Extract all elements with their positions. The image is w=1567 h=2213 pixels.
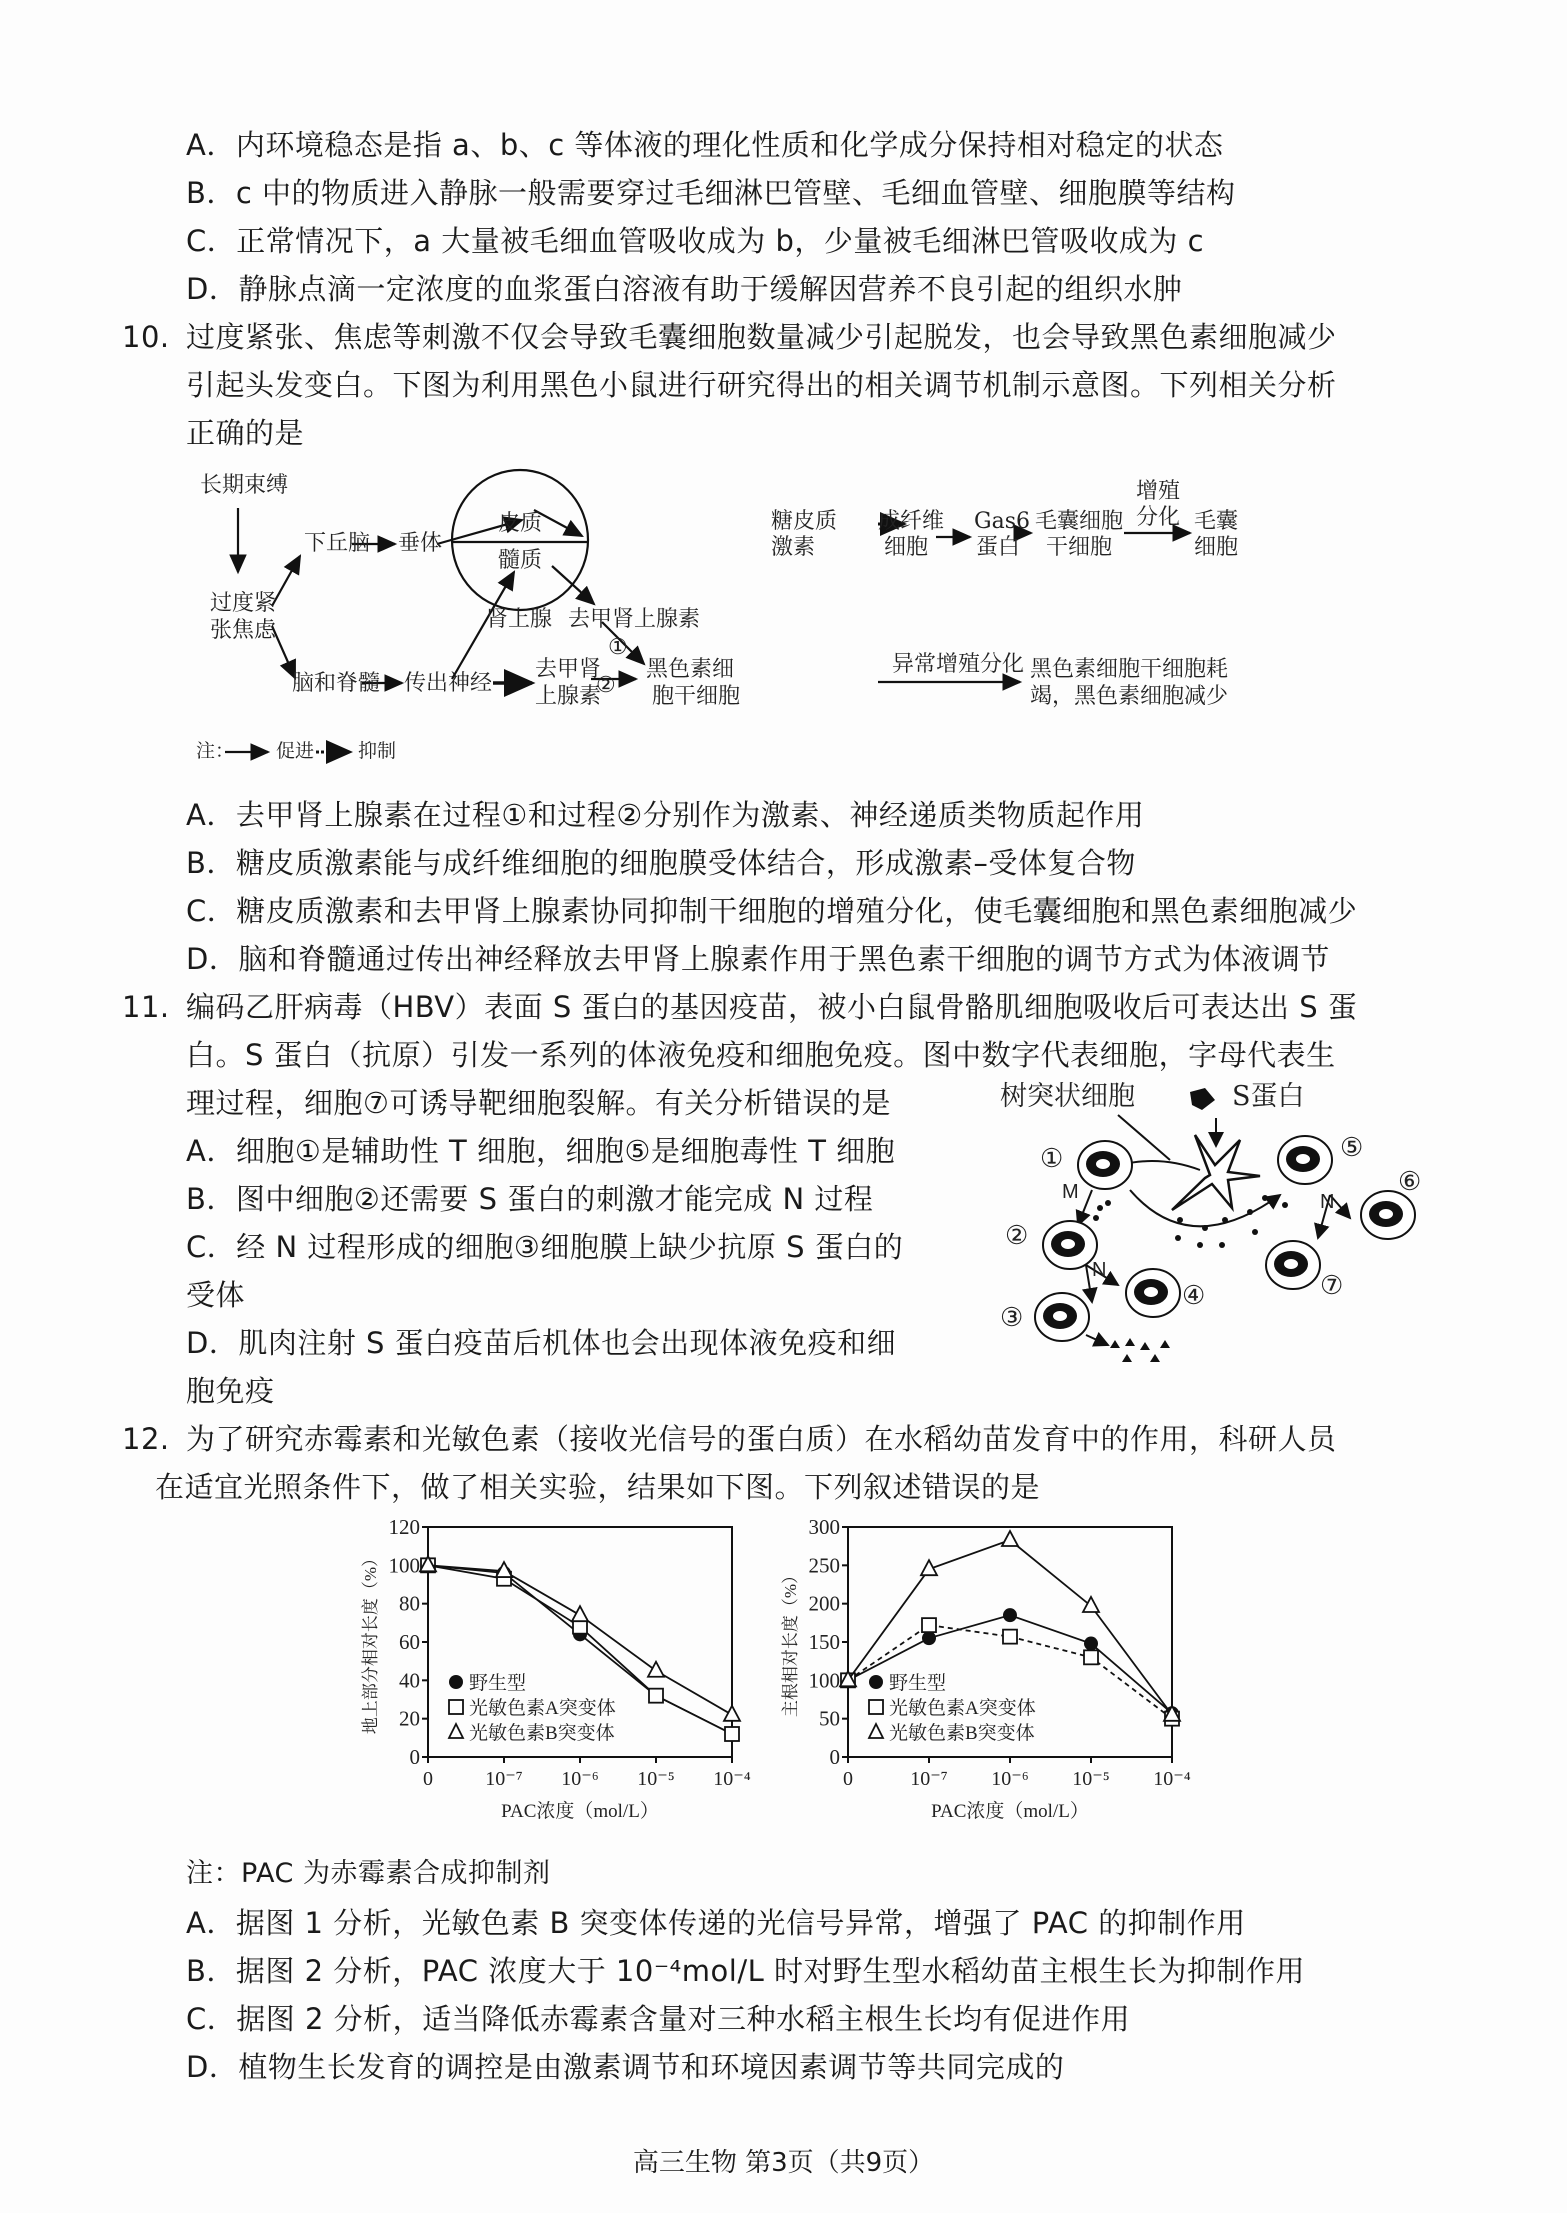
q10-stem-line: 过度紧张、焦虑等刺激不仅会导致毛囊细胞数量减少引起脱发，也会导致黑色素细胞减少 <box>186 320 1337 354</box>
dendritic-cell-label: 树突状细胞 <box>1000 1081 1135 1112</box>
cell-5 <box>1278 1136 1332 1184</box>
marker-mutant-a <box>725 1727 739 1741</box>
adrenal-gland-circle <box>452 470 588 610</box>
q10-option-c: C．糖皮质激素和去甲肾上腺素协同抑制干细胞的增殖分化，使毛囊细胞和黑色素细胞减少 <box>186 894 1358 928</box>
legend-label: 野生型 <box>889 1673 947 1694</box>
q12-option-d: D．植物生长发育的调控是由激素调节和环境因素调节等共同完成的 <box>186 2050 1065 2084</box>
diagram-brain-spine: 脑和脊髓 <box>292 671 381 696</box>
cell-2 <box>1043 1221 1097 1269</box>
legend-label: 光敏色素A突变体 <box>889 1698 1036 1719</box>
diagram-norepi-top: 去甲肾上腺素 <box>568 607 701 632</box>
x-tick-label: 10⁻⁴ <box>713 1768 751 1790</box>
y-tick-label: 100 <box>388 1553 420 1578</box>
q12-option-c: C．据图 2 分析，适当降低赤霉素含量对三种水稻主根生长均有促进作用 <box>186 2002 1131 2036</box>
legend-marker <box>869 1724 883 1738</box>
marker-mutant-a <box>922 1618 936 1632</box>
cell-6-label: ⑥ <box>1398 1167 1422 1197</box>
y-tick-label: 80 <box>399 1591 420 1616</box>
diagram-prolif-2: 分化 <box>1136 505 1181 530</box>
marker-mutant-b <box>1002 1531 1018 1546</box>
legend-label: 光敏色素A突变体 <box>469 1698 616 1719</box>
immune-figure <box>1000 1080 1460 1400</box>
legend-marker <box>449 1724 463 1738</box>
y-axis-label: 主根相对长度（%） <box>781 1566 800 1718</box>
diagram-arrows <box>0 0 1567 800</box>
legend-promote: 促进 <box>276 740 315 762</box>
y-tick-label: 120 <box>388 1515 420 1539</box>
marker-mutant-b <box>572 1606 588 1621</box>
x-tick-label: 10⁻⁶ <box>561 1768 599 1790</box>
diagram-hf-stem-1: 毛囊细胞 <box>1035 509 1124 534</box>
arrow-m <box>1078 1190 1092 1225</box>
legend-marker <box>449 1675 463 1689</box>
legend-inhibit: 抑制 <box>358 740 397 762</box>
cell-4-label: ④ <box>1182 1281 1206 1311</box>
q12-option-b: B．据图 2 分析，PAC 浓度大于 10⁻⁴mol/L 时对野生型水稻幼苗主根生长为抑制作用 <box>186 1954 1305 1988</box>
cell-4 <box>1126 1269 1180 1317</box>
q12-number: 12. <box>122 1422 170 1456</box>
marker-mutant-b <box>1083 1597 1099 1612</box>
q11-option-c-cont: 受体 <box>186 1278 246 1312</box>
diagram-fibroblast-2: 细胞 <box>884 535 929 560</box>
cell-1-label: ① <box>1040 1144 1064 1174</box>
legend-marker <box>869 1675 883 1689</box>
diagram-circle-1: ① <box>608 635 628 660</box>
marker-mutant-a <box>649 1689 663 1703</box>
y-tick-label: 50 <box>819 1706 840 1731</box>
x-tick-label: 10⁻⁴ <box>1153 1768 1191 1790</box>
x-tick-label: 10⁻⁵ <box>1072 1768 1110 1790</box>
diagram-hf-cell-1: 毛囊 <box>1194 509 1239 534</box>
y-tick-label: 40 <box>399 1668 420 1693</box>
legend-marker <box>869 1700 883 1714</box>
q11-option-a: A．细胞①是辅助性 T 细胞，细胞⑤是细胞毒性 T 细胞 <box>186 1134 896 1168</box>
q11-number: 11. <box>122 990 170 1024</box>
x-tick-label: 10⁻⁷ <box>485 1768 523 1790</box>
diagram-glucocorticoid-1: 糖皮质 <box>771 509 838 534</box>
legend-marker <box>449 1700 463 1714</box>
legend-label: 野生型 <box>469 1673 527 1694</box>
q11-stem-line: 编码乙肝病毒（HBV）表面 S 蛋白的基因疫苗，被小白鼠骨骼肌细胞吸收后可表达出 S 蛋 <box>186 990 1358 1024</box>
chart-root-length <box>770 1510 1210 1840</box>
legend-label: 光敏色素B突变体 <box>469 1723 615 1744</box>
cell-5-label: ⑤ <box>1340 1133 1364 1163</box>
diagram-result-1: 黑色素细胞干细胞耗 <box>1030 657 1229 682</box>
process-n-label-left: N <box>1092 1259 1107 1281</box>
legend-label: 光敏色素B突变体 <box>889 1723 1035 1744</box>
y-tick-label: 100 <box>808 1668 840 1693</box>
diagram-abnormal: 异常增殖分化 <box>892 652 1025 677</box>
marker-mutant-b <box>724 1706 740 1721</box>
diagram-glucocorticoid-2: 激素 <box>771 535 816 560</box>
x-tick-label: 0 <box>843 1768 853 1790</box>
antibodies <box>1110 1338 1170 1362</box>
cell-1 <box>1078 1141 1132 1189</box>
q11-option-b: B．图中细胞②还需要 S 蛋白的刺激才能完成 N 过程 <box>186 1182 874 1216</box>
q9-option-a: A．内环境稳态是指 a、b、c 等体液的理化性质和化学成分保持相对稳定的状态 <box>186 128 1224 162</box>
diagram-long-term: 长期束缚 <box>200 473 289 498</box>
q9-option-c: C．正常情况下，a 大量被毛细血管吸收成为 b，少量被毛细淋巴管吸收成为 c <box>186 224 1205 258</box>
x-tick-label: 0 <box>423 1768 433 1790</box>
diagram-melano-stem-2: 胞干细胞 <box>652 684 741 709</box>
q10-option-a: A．去甲肾上腺素在过程①和过程②分别作为激素、神经递质类物质起作用 <box>186 798 1145 832</box>
q10-option-b: B．糖皮质激素能与成纤维细胞的细胞膜受体结合，形成激素–受体复合物 <box>186 846 1136 880</box>
marker-wild-type <box>922 1631 936 1645</box>
diagram-cortex: 皮质 <box>498 511 543 536</box>
process-m-label: M <box>1062 1181 1079 1203</box>
y-tick-label: 200 <box>808 1591 840 1616</box>
cell-7 <box>1266 1241 1320 1289</box>
marker-wild-type <box>1084 1637 1098 1651</box>
diagram-gas6-1: Gas6 <box>974 509 1030 534</box>
q12-stem-line: 在适宜光照条件下，做了相关实验，结果如下图。下列叙述错误的是 <box>155 1470 1041 1504</box>
diagram-melano-stem-1: 黑色素细 <box>646 657 735 682</box>
diagram-hypothalamus: 下丘脑 <box>304 531 371 556</box>
q10-stem-line: 引起头发变白。下图为利用黑色小鼠进行研究得出的相关调节机制示意图。下列相关分析 <box>186 368 1337 402</box>
process-n-label-right: N <box>1320 1191 1335 1213</box>
y-tick-label: 20 <box>399 1706 420 1731</box>
diagram-efferent: 传出神经 <box>404 671 493 696</box>
diagram-result-2: 竭，黑色素细胞减少 <box>1030 684 1229 709</box>
q11-stem-line: 理过程，细胞⑦可诱导靶细胞裂解。有关分析错误的是 <box>186 1086 891 1120</box>
diagram-adrenal: 肾上腺 <box>486 607 553 632</box>
diagram-medulla: 髓质 <box>498 548 543 573</box>
arrow-3-to-antibody <box>1086 1335 1108 1345</box>
marker-mutant-a <box>1003 1630 1017 1644</box>
cell-7-label: ⑦ <box>1320 1271 1344 1301</box>
x-axis-label: PAC浓度（mol/L） <box>501 1801 659 1822</box>
presentation-curve <box>1130 1190 1280 1226</box>
q12-option-a: A．据图 1 分析，光敏色素 B 突变体传递的光信号异常，增强了 PAC 的抑制作用 <box>186 1906 1246 1940</box>
q12-note: 注：PAC 为赤霉素合成抑制剂 <box>186 1858 551 1889</box>
q9-option-b: B．c 中的物质进入静脉一般需要穿过毛细淋巴管壁、毛细血管壁、细胞膜等结构 <box>186 176 1236 210</box>
diagram-gas6-2: 蛋白 <box>976 535 1021 560</box>
diagram-prolif-1: 增殖 <box>1136 479 1181 504</box>
y-tick-label: 0 <box>409 1745 420 1769</box>
y-tick-label: 300 <box>808 1515 840 1539</box>
q9-option-d: D．静脉点滴一定浓度的血浆蛋白溶液有助于缓解因营养不良引起的组织水肿 <box>186 272 1183 306</box>
dendritic-cell-shape <box>1172 1135 1260 1210</box>
immune-figure-drawing <box>1000 1080 1460 1400</box>
q10-number: 10. <box>122 320 170 354</box>
x-tick-label: 10⁻⁵ <box>637 1768 675 1790</box>
cell-2-label: ② <box>1005 1221 1029 1251</box>
s-protein-label: S蛋白 <box>1232 1081 1305 1112</box>
diagram-fibroblast-1: 成纤维 <box>878 509 945 534</box>
q12-stem-line: 为了研究赤霉素和光敏色素（接收光信号的蛋白质）在水稻幼苗发育中的作用，科研人员 <box>186 1422 1337 1456</box>
y-axis-label: 地上部分相对长度（%） <box>361 1549 380 1735</box>
s-protein-glyph <box>1190 1088 1215 1110</box>
marker-mutant-a <box>1084 1650 1098 1664</box>
page-footer: 高三生物 第3页（共9页） <box>632 2148 935 2178</box>
chart-shoot-length <box>350 1510 770 1840</box>
x-axis-label: PAC浓度（mol/L） <box>931 1801 1089 1822</box>
diagram-norepi-bottom-1: 去甲肾 <box>535 657 602 682</box>
diagram-stress-2: 张焦虑 <box>210 618 277 643</box>
q10-stem-line: 正确的是 <box>186 416 305 450</box>
legend-prefix: 注： <box>196 740 235 762</box>
q11-option-d-cont: 胞免疫 <box>186 1374 275 1408</box>
q11-option-d: D．肌肉注射 S 蛋白疫苗后机体也会出现体液免疫和细 <box>186 1326 897 1360</box>
x-tick-label: 10⁻⁷ <box>910 1768 948 1790</box>
cell-3 <box>1035 1293 1089 1341</box>
diagram-norepi-bottom-2: 上腺素 <box>535 684 602 709</box>
y-tick-label: 250 <box>808 1553 840 1578</box>
regulation-diagram <box>0 0 1567 800</box>
y-tick-label: 0 <box>829 1745 840 1769</box>
q11-option-c: C．经 N 过程形成的细胞③细胞膜上缺少抗原 S 蛋白的 <box>186 1230 904 1264</box>
diagram-pituitary: 垂体 <box>398 531 443 556</box>
x-tick-label: 10⁻⁶ <box>991 1768 1029 1790</box>
arrow-stress-to-hypothalamus <box>272 556 300 606</box>
marker-mutant-b <box>648 1662 664 1677</box>
diagram-circle-2: ② <box>596 673 616 698</box>
q11-stem-line: 白。S 蛋白（抗原）引发一系列的体液免疫和细胞免疫。图中数字代表细胞，字母代表生 <box>186 1038 1336 1072</box>
q10-option-d: D．脑和脊髓通过传出神经释放去甲肾上腺素作用于黑色素干细胞的调节方式为体液调节 <box>186 942 1330 976</box>
y-tick-label: 60 <box>399 1630 420 1654</box>
diagram-hf-cell-2: 细胞 <box>1194 535 1239 560</box>
marker-wild-type <box>1003 1608 1017 1622</box>
y-tick-label: 150 <box>808 1630 840 1654</box>
diagram-hf-stem-2: 干细胞 <box>1046 535 1113 560</box>
cell-3-label: ③ <box>1000 1303 1024 1333</box>
diagram-stress-1: 过度紧 <box>210 591 277 616</box>
